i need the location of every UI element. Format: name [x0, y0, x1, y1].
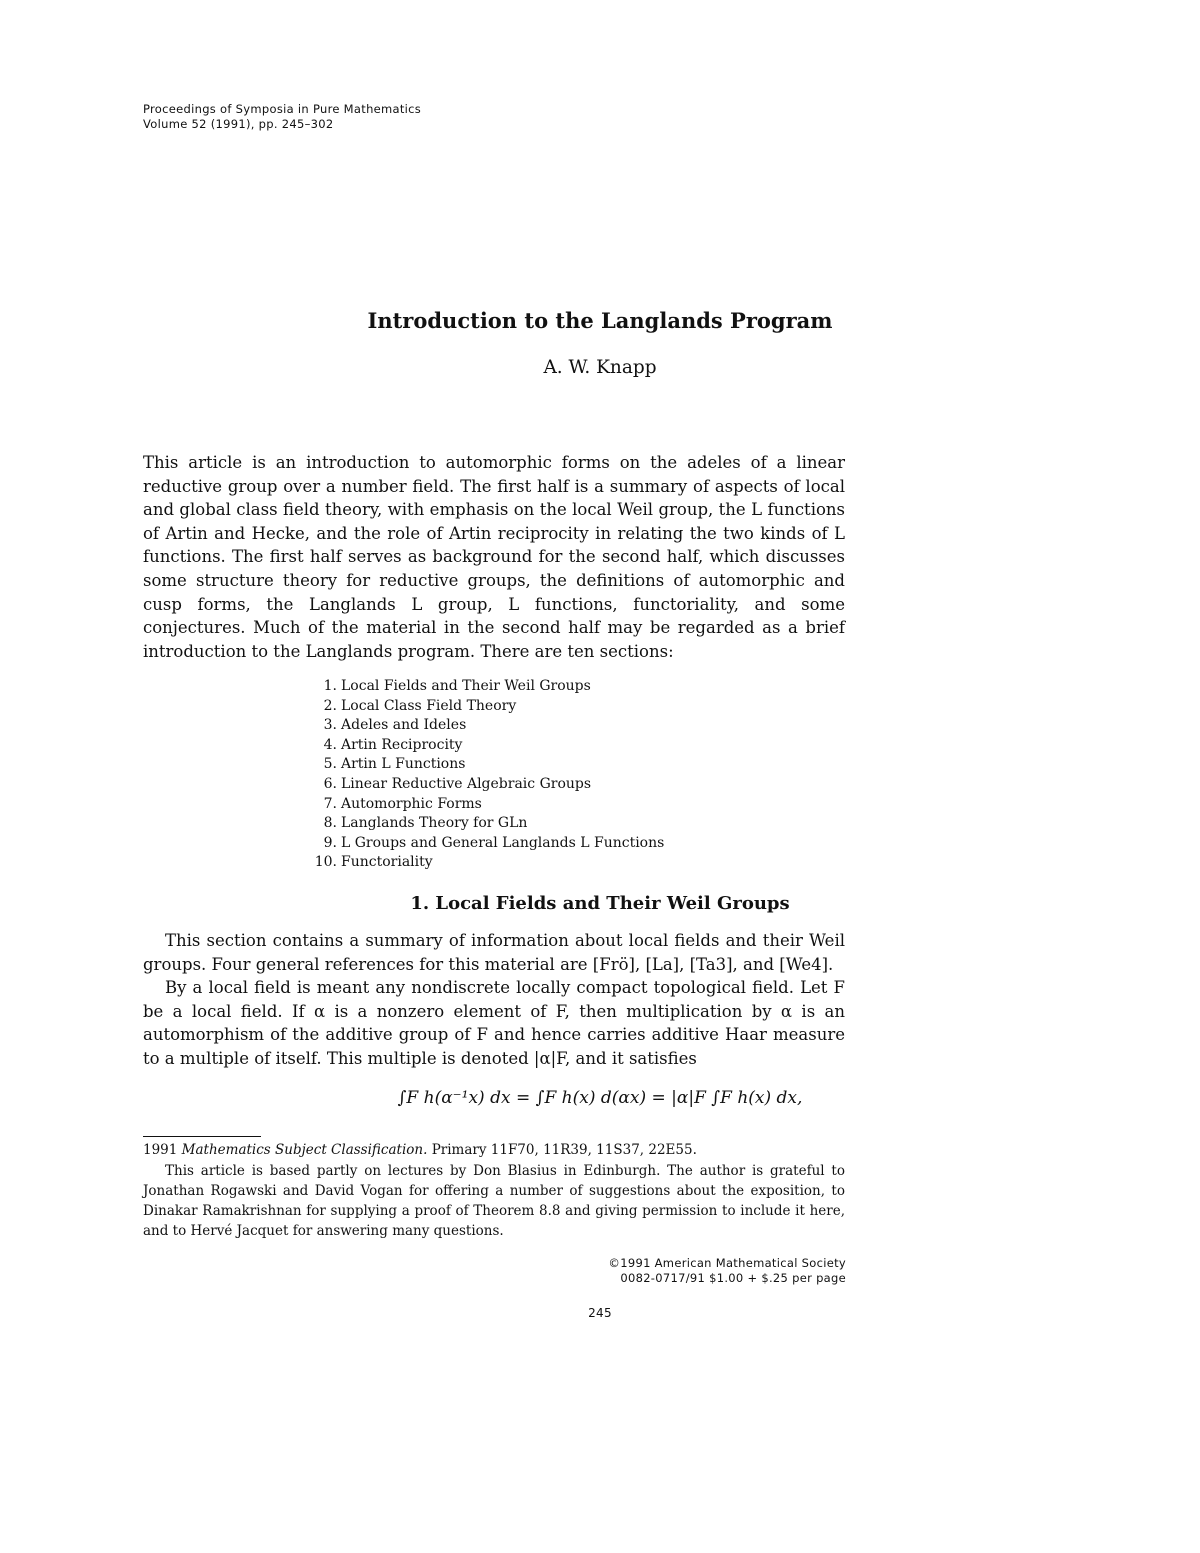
toc-item [300, 697, 664, 717]
toc-label: Langlands Theory for GLn [341, 815, 528, 832]
toc-item [300, 834, 664, 854]
footnote-rule [143, 1136, 261, 1137]
toc-number: 7. [323, 795, 337, 812]
toc-label: Local Fields and Their Weil Groups [341, 678, 591, 694]
toc-number: 4. [323, 736, 337, 753]
author-name: A. W. Knapp [543, 357, 657, 378]
abstract: This article is an introduction to automorphic forms on the adeles of a linear reductive group over a number field. The first half is a summary of aspects of local and global class field theory, with emphasis on the local Weil group, the L functions of Artin and Hecke, and the role of Artin reciprocity in relating the two kinds of L functions. The first half serves as background for the second half, which discusses some structure theory for reductive groups, the definitions of automorphic and cusp forms, the Langlands L group, L functions, functoriality, and some conjectures. Much of the material in the second half may be regarded as a brief introduction to the Langlands program. There are ten sections: [143, 453, 845, 661]
toc-label: Automorphic Forms [341, 795, 482, 812]
toc-item [300, 736, 664, 756]
toc-label: Artin Reciprocity [341, 736, 463, 753]
toc-label: Local Class Field Theory [341, 697, 517, 714]
section-paragraph: By a local field is meant any nondiscrete locally compact topological field. Let F be a local field. If α is a nonzero element of F, then multiplication by α is an automorphism of the additive group of F and hence carries additive Haar measure to a multiple of itself. This multiple is denoted |α|F, and it satisfies [143, 978, 845, 1068]
journal-header [143, 102, 421, 132]
toc-item [300, 677, 664, 697]
toc-label: Functoriality [341, 854, 433, 871]
page-number: 245 [588, 1306, 612, 1320]
toc-number: 6. [323, 775, 337, 792]
section-paragraph: This section contains a summary of information about local fields and their Weil groups. Four general references for this material are [Frö], [La], [Ta3], and [We4]. [143, 931, 845, 974]
toc-item [300, 853, 664, 873]
toc-label: Adeles and Ideles [341, 717, 467, 734]
integral-equation: ∫F h(α⁻¹x) dx = ∫F h(x) d(αx) = |α|F ∫F h(x) dx, [397, 1088, 803, 1108]
toc-number: 5. [323, 756, 337, 773]
toc-number: 2. [323, 697, 337, 714]
copyright-line: ©1991 American Mathematical Society [608, 1256, 846, 1270]
toc-item [300, 716, 664, 736]
footnote-msc [143, 1140, 845, 1160]
journal-volume: Volume 52 (1991), pp. 245–302 [143, 117, 334, 131]
toc-item [300, 755, 664, 775]
toc-item [300, 814, 664, 834]
footnote-acknowledgment: This article is based partly on lectures by Don Blasius in Edinburgh. The author is grateful to Jonathan Rogawski and David Vogan for offering a number of suggestions about the exposition, to Dinakar Ramakrishnan for supplying a proof of Theorem 8.8 and giving permission to include it here, and to Hervé Jacquet for answering many questions. [143, 1163, 845, 1239]
toc-number: 10. [314, 854, 337, 871]
journal-name: Proceedings of Symposia in Pure Mathematics [143, 102, 422, 116]
toc-label: L Groups and General Langlands L Functions [341, 834, 665, 851]
toc-label: Artin L Functions [341, 756, 466, 773]
footnote-year: 1991 [143, 1142, 178, 1158]
toc-item [300, 775, 664, 795]
copyright-notice [480, 1256, 846, 1286]
section-heading: 1. Local Fields and Their Weil Groups [410, 893, 790, 914]
toc-number: 9. [323, 834, 337, 851]
paper-title: Introduction to the Langlands Program [367, 308, 833, 333]
toc-number: 1. [323, 678, 337, 694]
price-line: 0082-0717/91 $1.00 + $.25 per page [620, 1271, 846, 1285]
toc-item [300, 795, 664, 815]
toc-number: 3. [323, 717, 337, 734]
toc-label: Linear Reductive Algebraic Groups [341, 775, 592, 792]
table-of-contents [300, 677, 664, 873]
footnote-msc-codes: Primary 11F70, 11R39, 11S37, 22E55. [431, 1142, 697, 1158]
footnote-msc-label: Mathematics Subject Classification. [181, 1142, 428, 1158]
toc-number: 8. [323, 815, 337, 832]
